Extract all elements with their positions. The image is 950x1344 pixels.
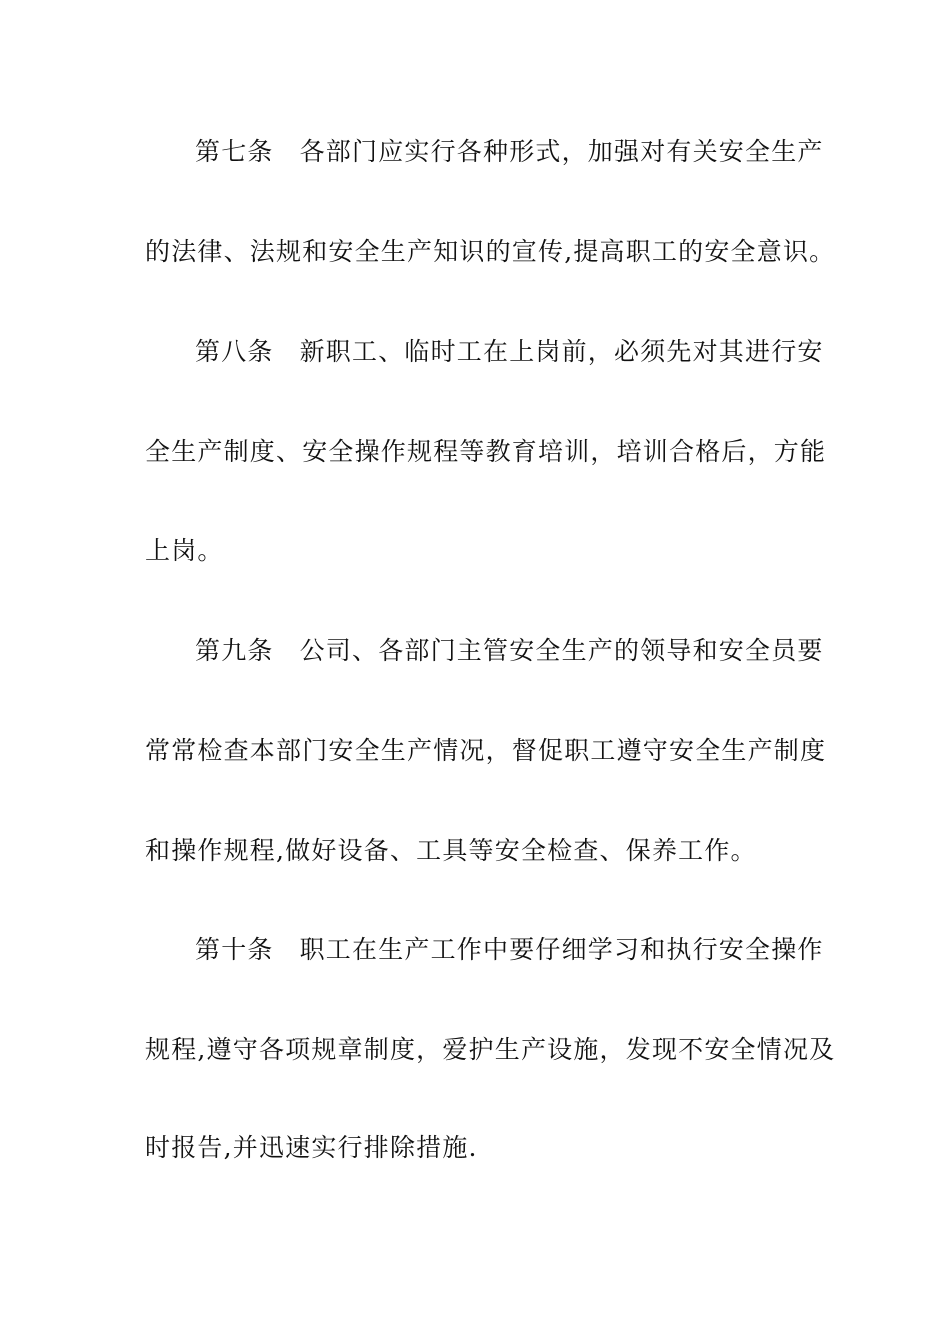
article-number: 第十条 bbox=[195, 935, 274, 964]
article-number: 第七条 bbox=[195, 137, 274, 166]
paragraph-8-line-1 bbox=[195, 332, 895, 372]
paragraph-8-line-3: 上岗。 bbox=[145, 536, 224, 565]
paragraph-text: 公司、各部门主管安全生产的领导和安全员要 bbox=[299, 636, 824, 665]
paragraph-10-line-2: 规程,遵守各项规章制度，爱护生产设施，发现不安全情况及 bbox=[145, 1035, 836, 1064]
paragraph-text: 各部门应实行各种形式，加强对有关安全生产 bbox=[299, 137, 824, 166]
paragraph-text: 新职工、临时工在上岗前，必须先对其进行安 bbox=[299, 337, 824, 366]
paragraph-7-line-2: 的法律、法规和安全生产知识的宣传,提高职工的安全意识。 bbox=[145, 237, 836, 266]
article-number: 第八条 bbox=[195, 337, 274, 366]
paragraph-8-line-2: 全生产制度、安全操作规程等教育培训，培训合格后，方能 bbox=[145, 437, 827, 466]
paragraph-7-line-1 bbox=[195, 132, 895, 172]
paragraph-text: 职工在生产工作中要仔细学习和执行安全操作 bbox=[299, 935, 824, 964]
paragraph-9-line-1 bbox=[195, 631, 895, 671]
paragraph-10-line-1 bbox=[195, 930, 895, 970]
article-number: 第九条 bbox=[195, 636, 274, 665]
paragraph-10-line-3: 时报告,并迅速实行排除措施. bbox=[145, 1133, 478, 1162]
paragraph-9-line-2: 常常检查本部门安全生产情况，督促职工遵守安全生产制度 bbox=[145, 736, 827, 765]
paragraph-9-line-3: 和操作规程,做好设备、工具等安全检查、保养工作。 bbox=[145, 836, 757, 865]
